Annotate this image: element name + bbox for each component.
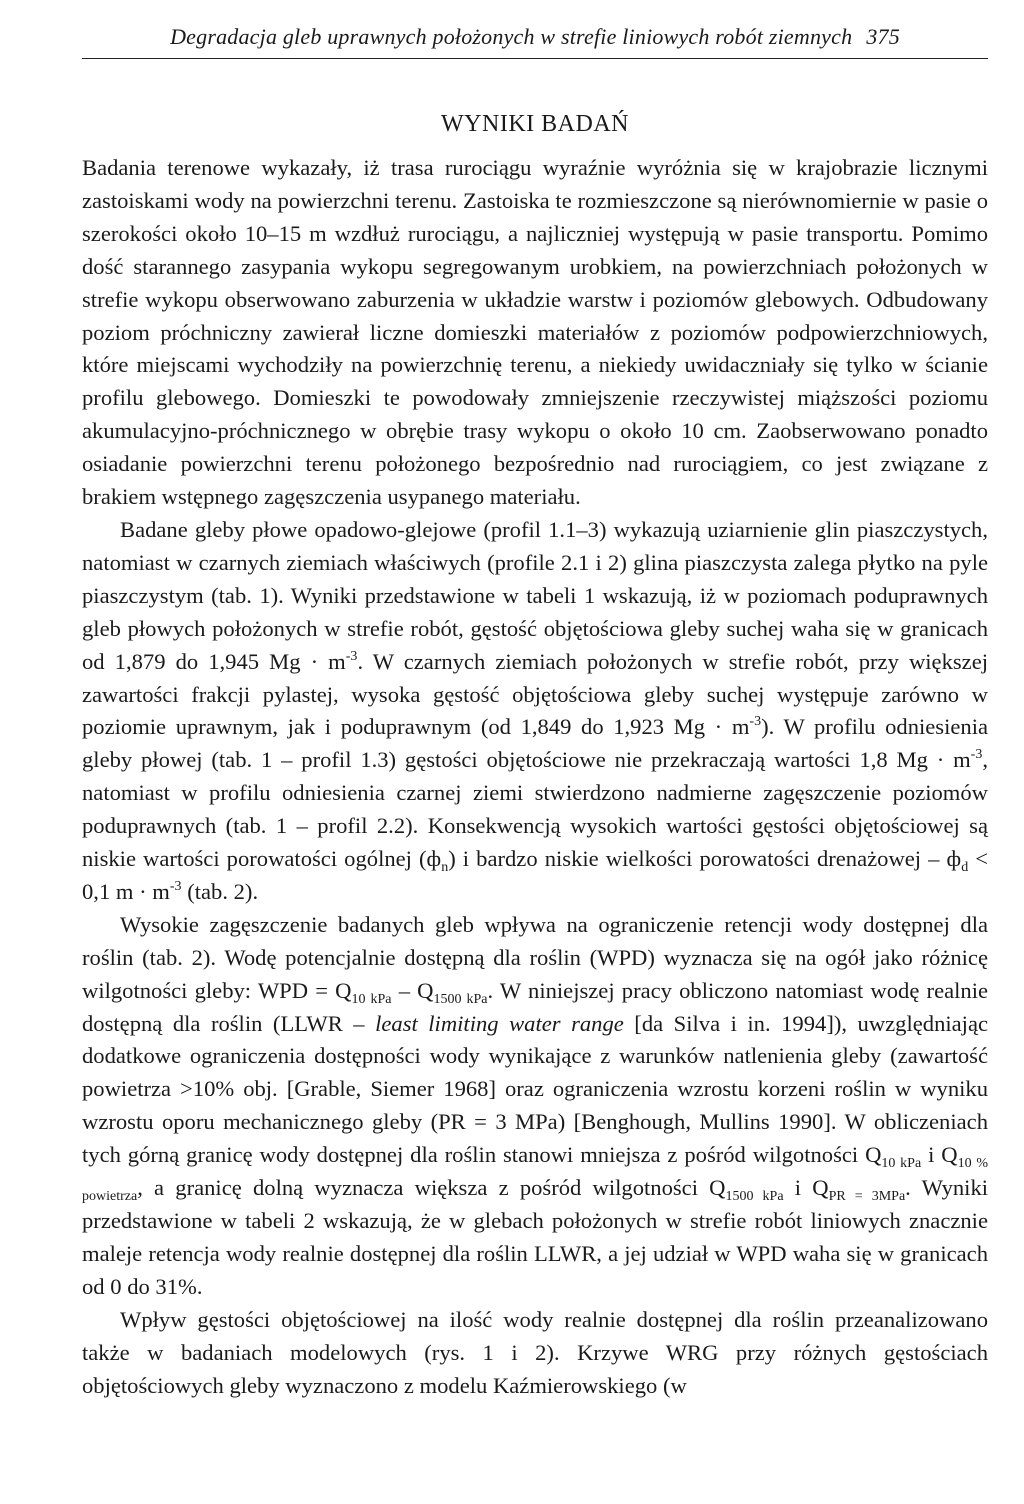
- running-title: Degradacja gleb uprawnych położonych w strefie liniowych robót ziemnych: [170, 24, 853, 49]
- text-run: i Q: [921, 1142, 958, 1168]
- text-run: i Q: [783, 1175, 829, 1201]
- subscript: n: [441, 860, 449, 876]
- page: [82, 22, 988, 1402]
- page-number: 375: [866, 24, 900, 49]
- text-run: [da Silva i in. 1994]), uwzględniając dodatkowe ograniczenia dostępności wody wynikające z warunków natlenienia gleby (zawartość powietrza >10% obj. [Grable, Siemer 1968] oraz ograniczenia wzrostu korzeni roślin w wyniku wzrostu oporu mechanicznego gleby (PR = 3 MPa) [Benghough, Mullins 1990]. W obliczeniach tych górną granicę wody dostępnej dla roślin stanowi mniejsza z pośród wilgotności Q: [82, 1010, 989, 1168]
- subscript: 1500 kPa: [725, 1189, 784, 1205]
- superscript: -3: [169, 878, 182, 894]
- subscript: 10 kPa: [881, 1156, 922, 1172]
- text-run: ). W profilu odniesienia gleby płowej (tab. 1 – profil 1.3) gęstości objętościowe nie przekraczają wartości 1,8 Mg · m: [82, 714, 988, 773]
- text-run: Badane gleby płowe opadowo-glejowe (profil 1.1–3) wykazują uziarnienie glin piaszczystych, natomiast w czarnych ziemiach właściwych (profile 2.1 i 2) glina piaszczysta zalega płytko na pyle piaszczystym (tab. 1). Wyniki przedstawione w tabeli 1 wskazują, iż w poziomach poduprawnych gleb płowych położonych w strefie robót, gęstość objętościowa gleby suchej waha się w granicach od 1,879 do 1,945 Mg · m: [82, 516, 988, 674]
- subscript: 1500 kPa: [433, 991, 488, 1007]
- emphasis: least limiting water range: [375, 1010, 624, 1036]
- text-run: ) i bardzo niskie wielkości porowatości drenażowej – ф: [448, 846, 962, 872]
- text-run: , natomiast w profilu odniesienia czarnej ziemi stwierdzono nadmierne zagęszczenie poziomów poduprawnych (tab. 1 – profil 2.2). Konsekwencją wysokich wartości gęstości objętościowej są niskie wartości porowatości ogólnej (ф: [82, 747, 988, 872]
- text-run: , a granicę dolną wyznacza większa z pośród wilgotności Q: [137, 1175, 726, 1201]
- running-head: [82, 22, 988, 59]
- subscript: 10 kPa: [351, 991, 392, 1007]
- superscript: -3: [749, 714, 762, 730]
- subscript: d: [961, 860, 969, 876]
- section-title: WYNIKI BADAŃ: [441, 111, 629, 137]
- text-run: Wpływ gęstości objętościowej na ilość wody realnie dostępnej dla roślin przeanalizowano także w badaniach modelowych (rys. 1 i 2). Krzywe WRG przy różnych gęstościach objętościowych gleby wyznaczono z modelu Kaźmierowskiego (w: [82, 1306, 988, 1398]
- paragraph-3: [82, 909, 988, 1304]
- text-run: (tab. 2).: [181, 878, 259, 904]
- text-run: < 0,1 m · m: [82, 846, 989, 904]
- superscript: -3: [345, 648, 358, 664]
- text-run: – Q: [391, 977, 434, 1003]
- text-run: Wysokie zagęszczenie badanych gleb wpływa na ograniczenie retencji wody dostępnej dla roślin (tab. 2). Wodę potencjalnie dostępną dla roślin (WPD) wyznacza się na ogół jako różnicę wilgotności gleby: WPD = Q: [82, 911, 988, 1003]
- paragraph-2: [82, 514, 988, 909]
- text-run: . Wyniki przedstawione w tabeli 2 wskazują, że w glebach położonych w strefie robót liniowych znacznie maleje retencja wody realnie dostępnej dla roślin LLWR, a jej udział w WPD waha się w granicach od 0 do 31%.: [82, 1175, 989, 1299]
- paragraph-4: [82, 1304, 988, 1403]
- text-run: . W niniejszej pracy obliczono natomiast wodę realnie dostępną dla roślin (LLWR –: [82, 977, 989, 1036]
- paragraph-1: [82, 152, 988, 514]
- text-run: Badania terenowe wykazały, iż trasa rurociągu wyraźnie wyróżnia się w krajobrazie licznymi zastoiskami wody na powierzchni terenu. Zastoiska te rozmieszczone są nierównomiernie w pasie o szerokości około 10–15 m wzdłuż rurociągu, a najliczniej występują w pasie transportu. Pomimo dość starannego zasypania wykopu segregowanym urobkiem, na powierzchniach położonych w strefie wykopu obserwowano zaburzenia w układzie warstw i poziomów glebowych. Odbudowany poziom próchniczny zawierał liczne domieszki materiałów z poziomów podpowierzchniowych, które miejscami wychodziły na powierzchnię terenu, a niekiedy uwidaczniały się tylko w ścianie profilu glebowego. Domieszki te powodowały zmniejszenie rzeczywistej miąższości poziomu akumulacyjno-próchnicznego w obrębie trasy wykopu o około 10 cm. Zaobserwowano ponadto osiadanie powierzchni terenu położonego bezpośrednio nad rurociągiem, co jest związane z brakiem wstępnego zagęszczenia usypanego materiału.: [82, 155, 988, 510]
- text-run: . W czarnych ziemiach położonych w strefie robót, przy większej zawartości frakcji pylastej, wysoka gęstość objętościowa gleby suchej występuje zarówno w poziomie uprawnym, jak i poduprawnym (od 1,849 do 1,923 Mg · m: [82, 648, 988, 740]
- superscript: -3: [970, 747, 983, 763]
- subscript: 10 % powietrza: [82, 1156, 989, 1205]
- subscript: PR = 3MPa: [828, 1189, 906, 1205]
